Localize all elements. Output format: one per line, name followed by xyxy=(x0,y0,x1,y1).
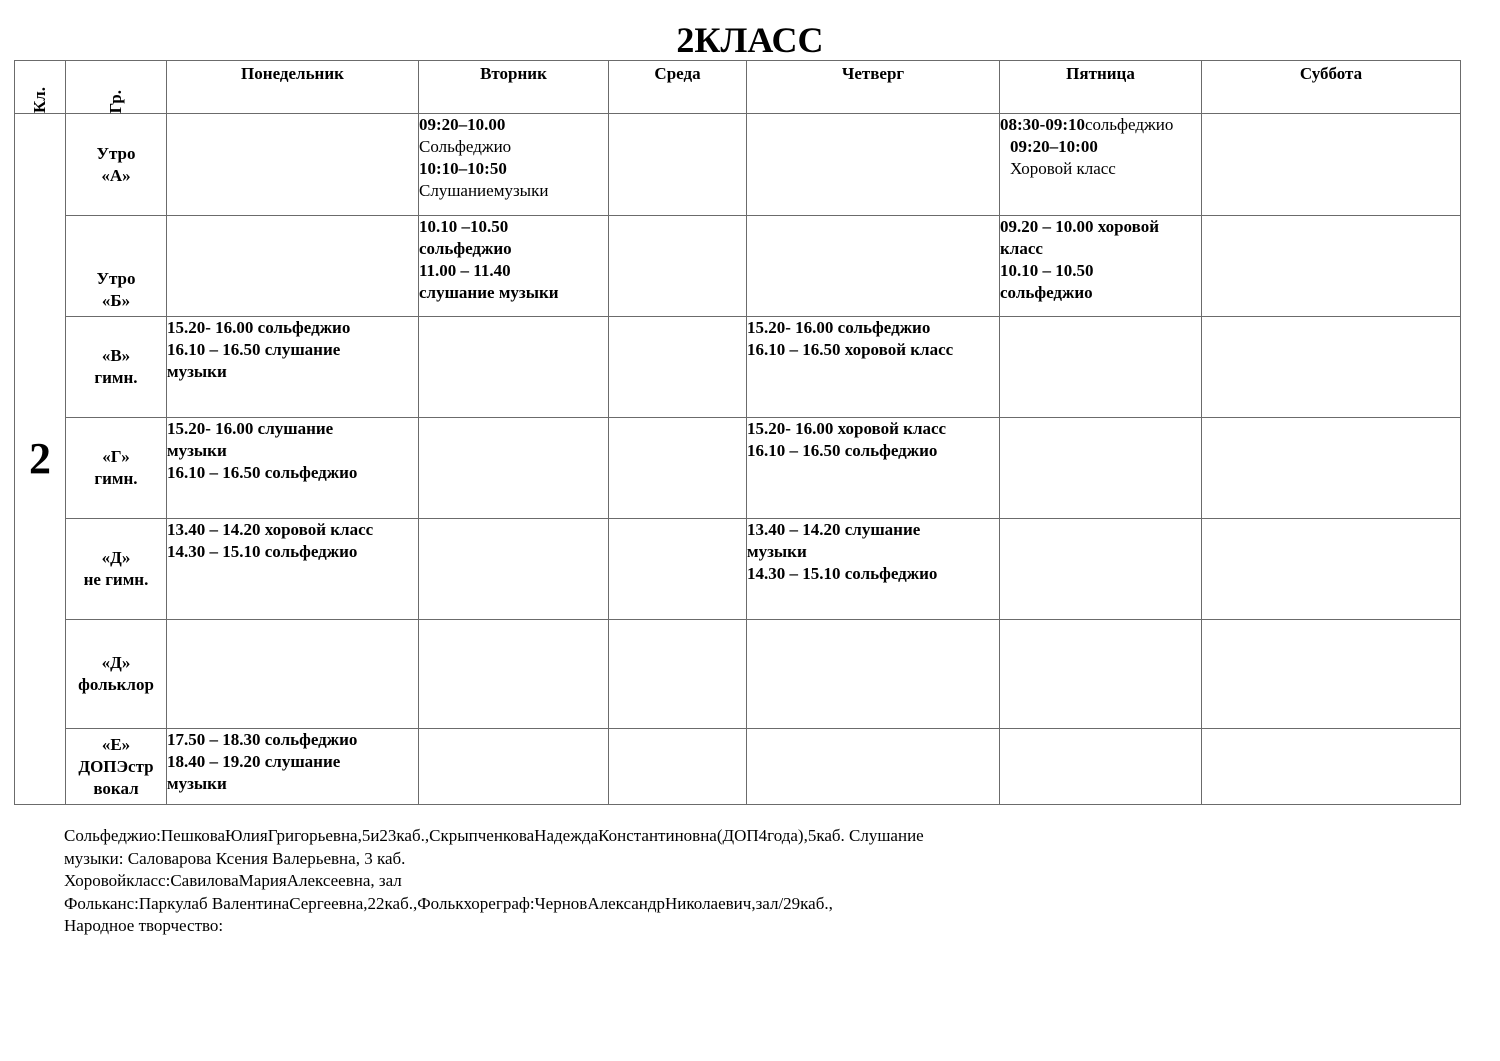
cell-monday xyxy=(167,620,419,729)
note-line: Народное творчество: xyxy=(64,916,224,935)
group-label: «Д» не гимн. xyxy=(66,519,167,620)
subject: Сольфеджио xyxy=(419,137,512,156)
cell-thursday xyxy=(747,114,1000,216)
group-label: Утро «А» xyxy=(66,114,167,216)
cell-monday xyxy=(167,114,419,216)
cell-wednesday xyxy=(609,519,747,620)
cell-friday xyxy=(1000,418,1202,519)
note-line: Хоровойкласс:СавиловаМарияАлексеевна, зал xyxy=(64,871,402,890)
cell-wednesday xyxy=(609,114,747,216)
table-row xyxy=(15,216,1461,317)
group-label: «Е» ДОПЭстр вокал xyxy=(66,729,167,805)
header-thursday: Четверг xyxy=(747,61,1000,114)
cell-wednesday xyxy=(609,216,747,317)
time-slot: 09:20–10:00 xyxy=(1010,137,1098,156)
cell-thursday xyxy=(747,620,1000,729)
cell-saturday xyxy=(1202,620,1461,729)
header-row xyxy=(15,61,1461,114)
table-row xyxy=(15,519,1461,620)
note-line: Сольфеджио:ПешковаЮлияГригорьевна,5и23каб.,СкрыпченковаНадеждаКонстантиновна(ДОП4года),5каб. Слушание xyxy=(64,826,924,845)
table-row xyxy=(15,620,1461,729)
page-title: 2КЛАСС xyxy=(676,20,824,60)
cell-friday xyxy=(1000,729,1202,805)
cell-saturday xyxy=(1202,519,1461,620)
cell-thursday: 13.40 – 14.20 слушание музыки 14.30 – 15.10 сольфеджио xyxy=(747,519,1000,620)
header-group: Гр. xyxy=(66,61,167,114)
note-line: Фольканс:Паркулаб ВалентинаСергеевна,22каб.,Фолькхореграф:ЧерновАлександрНиколаевич,зал/29каб., xyxy=(64,893,833,913)
cell-wednesday xyxy=(609,729,747,805)
header-friday: Пятница xyxy=(1000,61,1202,114)
cell-thursday: 15.20- 16.00 сольфеджио 16.10 – 16.50 хоровой класс xyxy=(747,317,1000,418)
cell-monday: 15.20- 16.00 слушание музыки 16.10 – 16.50 сольфеджио xyxy=(167,418,419,519)
cell-friday xyxy=(1000,519,1202,620)
time-slot: 08:30-09:10 xyxy=(1000,115,1085,134)
cell-saturday xyxy=(1202,114,1461,216)
cell-thursday xyxy=(747,729,1000,805)
cell-friday xyxy=(1000,620,1202,729)
cell-tuesday: 10.10 –10.50 сольфеджио 11.00 – 11.40 слушание музыки xyxy=(419,216,609,317)
group-label: Утро «Б» xyxy=(66,216,167,317)
schedule-table xyxy=(14,60,1461,805)
time-slot: 10:10–10:50 xyxy=(419,159,507,178)
header-wednesday: Среда xyxy=(609,61,747,114)
cell-tuesday xyxy=(419,317,609,418)
cell-thursday: 15.20- 16.00 хоровой класс 16.10 – 16.50 сольфеджио xyxy=(747,418,1000,519)
cell-saturday xyxy=(1202,216,1461,317)
header-tuesday: Вторник xyxy=(419,61,609,114)
cell-friday: 09.20 – 10.00 хоровой класс 10.10 – 10.50 сольфеджио xyxy=(1000,216,1202,317)
group-label: «Д» фольклор xyxy=(66,620,167,729)
cell-monday xyxy=(167,216,419,317)
cell-monday: 17.50 – 18.30 сольфеджио 18.40 – 19.20 слушание музыки xyxy=(167,729,419,805)
cell-monday: 13.40 – 14.20 хоровой класс 14.30 – 15.10 сольфеджио xyxy=(167,519,419,620)
cell-tuesday xyxy=(419,620,609,729)
cell-saturday xyxy=(1202,729,1461,805)
subject: Слушаниемузыки xyxy=(419,181,549,200)
cell-tuesday xyxy=(419,729,609,805)
note-line: музыки: Саловарова Ксения Валерьевна, 3 каб. xyxy=(64,848,406,868)
header-saturday: Суббота xyxy=(1202,61,1461,114)
subject: Хоровой класс xyxy=(1010,159,1116,178)
class-number: 2 xyxy=(15,114,66,805)
cell-friday xyxy=(1000,114,1202,216)
header-monday: Понедельник xyxy=(167,61,419,114)
cell-monday: 15.20- 16.00 сольфеджио 16.10 – 16.50 слушание музыки xyxy=(167,317,419,418)
group-label: «Г» гимн. xyxy=(66,418,167,519)
cell-wednesday xyxy=(609,620,747,729)
teacher-notes xyxy=(64,825,1114,938)
table-row xyxy=(15,729,1461,805)
cell-saturday xyxy=(1202,317,1461,418)
table-row xyxy=(15,114,1461,216)
cell-friday xyxy=(1000,317,1202,418)
subject: сольфеджио xyxy=(1084,115,1174,134)
table-row xyxy=(15,317,1461,418)
cell-wednesday xyxy=(609,418,747,519)
header-class: Кл. xyxy=(15,61,66,114)
cell-tuesday xyxy=(419,418,609,519)
cell-tuesday xyxy=(419,114,609,216)
table-row xyxy=(15,418,1461,519)
time-slot: 09:20–10.00 xyxy=(419,115,506,134)
cell-saturday xyxy=(1202,418,1461,519)
cell-thursday xyxy=(747,216,1000,317)
cell-tuesday xyxy=(419,519,609,620)
group-label: «В» гимн. xyxy=(66,317,167,418)
cell-wednesday xyxy=(609,317,747,418)
